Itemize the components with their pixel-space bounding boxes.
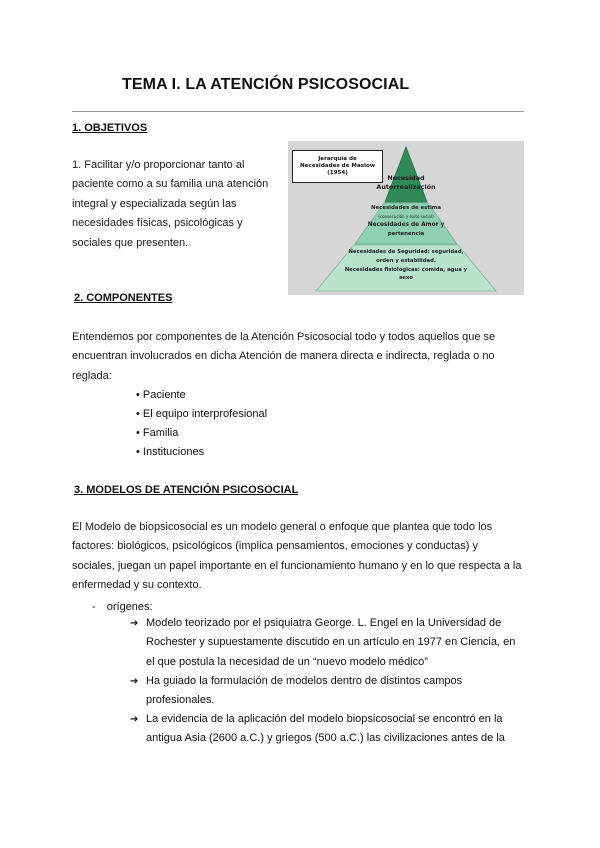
- text-line: necesidades físicas, psicológicas y: [72, 217, 243, 230]
- arrow-right-icon: ➔: [130, 676, 139, 687]
- text-line: Ha guiado la formulación de modelos dentro de distintos campos: [146, 675, 463, 687]
- list-item-text: Paciente: [142, 389, 186, 401]
- list-item-text: El equipo interprofesional: [142, 408, 268, 420]
- pyramid-base-line: Necesidades de Seguridad: seguridad,: [348, 249, 464, 255]
- page-title: TEMA I. LA ATENCIÓN PSICOSOCIAL: [122, 76, 410, 93]
- bullet-glyph: •: [136, 408, 140, 420]
- maslow-title-line: Necesidades de Maslow: [299, 163, 376, 169]
- arrow-list-item: [130, 614, 516, 674]
- pyramid-top-line: Necesidad: [387, 174, 425, 182]
- maslow-pyramid-figure: [288, 141, 524, 295]
- arrow-list-item: [130, 710, 510, 750]
- text-line: La evidencia de la aplicación del modelo biopsicosocial se encontró en la: [146, 713, 503, 725]
- section-heading-modelos: 3. MODELOS DE ATENCIÓN PSICOSOCIAL: [74, 484, 299, 496]
- text-line: factores: biológicos, psicológicos (implica pensamientos, emociones y conductas) y: [72, 540, 478, 553]
- text-line: antigua Asia (2600 a.C.) y griegos (500 a.C.) las civilizaciones antes de la: [146, 732, 505, 745]
- dash-glyph: -: [92, 601, 96, 613]
- arrow-item-text: [146, 672, 518, 711]
- arrow-item-text: [146, 710, 518, 749]
- arrow-right-icon: ➔: [130, 714, 139, 725]
- componentes-list: [136, 386, 267, 462]
- objetivos-paragraph: [72, 156, 282, 253]
- list-item: [136, 386, 267, 405]
- list-item-text: Familia: [142, 427, 179, 439]
- bullet-glyph: •: [136, 389, 140, 401]
- text-line: integral y especializada según las: [72, 197, 237, 210]
- text-line: paciente como a su familia una atención: [72, 178, 269, 191]
- list-item: [136, 443, 267, 462]
- text-line: El Modelo de biopsicosocial es un modelo general o enfoque que plantea que todo los: [72, 521, 493, 533]
- modelos-paragraph: [72, 518, 542, 596]
- pyramid-esteem-label: [354, 204, 458, 238]
- text-line: Rochester y supuestamente discutido en un artículo en 1977 en Ciencia, en: [146, 636, 516, 649]
- origenes-dash-item: [92, 601, 153, 613]
- text-line: Modelo teorizado por el psiquiatra George. L. Engel en la Universidad de: [146, 617, 502, 629]
- list-item-text: Instituciones: [142, 446, 205, 458]
- maslow-title-box: [292, 150, 383, 183]
- componentes-paragraph: [72, 328, 532, 386]
- text-line: sociales que presenten.: [72, 236, 189, 249]
- pyramid-esteem-line: Necesidades de estima: [370, 205, 442, 211]
- maslow-title-line: Jerarquía de: [318, 156, 357, 162]
- origenes-label: orígenes:: [106, 601, 153, 613]
- pyramid-base-label: [318, 248, 494, 283]
- arrow-list-item: [130, 672, 510, 712]
- pyramid-top-label: [376, 174, 436, 192]
- arrow-right-icon: ➔: [130, 618, 139, 629]
- pyramid-esteem-line: (consecución y éxito social): [378, 213, 434, 219]
- section-heading-componentes: 2. COMPONENTES: [74, 292, 173, 304]
- text-line: enfermedad y su contexto.: [72, 579, 202, 592]
- bullet-glyph: •: [136, 446, 140, 458]
- title-divider: [72, 111, 524, 112]
- text-line: encuentran involucrados en dicha Atención de manera directa e indirecta, reglada o no: [72, 350, 495, 363]
- arrow-item-text: [146, 614, 518, 672]
- list-item: [136, 405, 267, 424]
- maslow-title-line: (1954): [327, 170, 348, 176]
- text-line: reglada:: [72, 369, 112, 382]
- pyramid-base-line: orden y estabilidad.: [376, 257, 436, 264]
- pyramid-base-line: sexo: [399, 275, 413, 282]
- text-line: 1. Facilitar y/o proporcionar tanto al: [72, 159, 245, 171]
- text-line: profesionales.: [146, 694, 215, 707]
- section-heading-objetivos: 1. OBJETIVOS: [72, 122, 148, 134]
- text-line: el que postula la necesidad de un “nuevo modelo médico”: [146, 655, 428, 668]
- pyramid-top-line: Autorrealización: [376, 183, 436, 191]
- pyramid-esteem-line: pertenencia: [387, 230, 425, 237]
- bullet-glyph: •: [136, 427, 140, 439]
- text-line: sociales, juegan un papel importante en el funcionamiento humano y en lo que respecta a la: [72, 559, 522, 572]
- pyramid-esteem-line: Necesidades de Amor y: [367, 222, 445, 228]
- text-line: Entendemos por componentes de la Atención Psicosocial todo y todos aquellos que se: [72, 331, 496, 343]
- list-item: [136, 424, 267, 443]
- pyramid-base-line: Necesidades fisiológicas: comida, agua y: [344, 266, 468, 273]
